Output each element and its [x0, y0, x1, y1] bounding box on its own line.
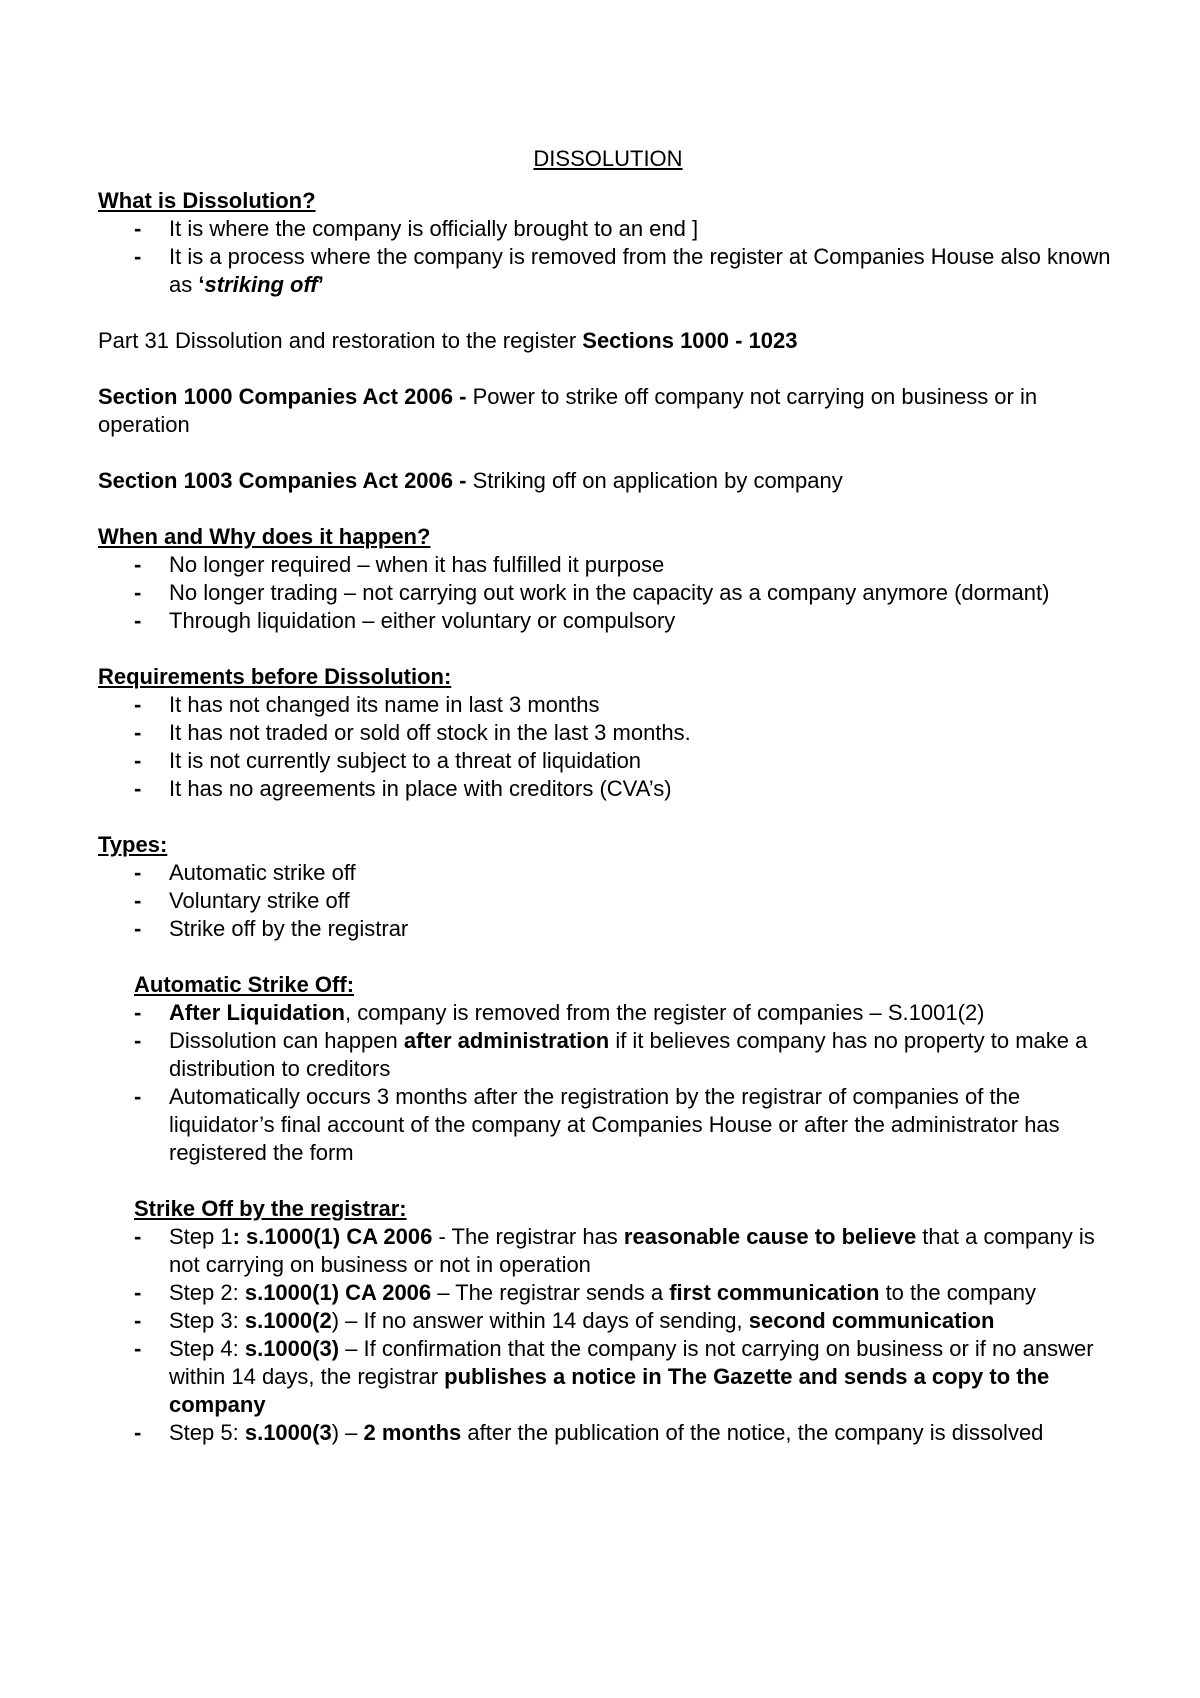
part-31-paragraph: Part 31 Dissolution and restoration to the register Sections 1000 - 1023 — [98, 328, 798, 353]
step-3: - Step 3: s.1000(2) – If no answer within 14 days of sending, second communication — [169, 1307, 1118, 1335]
step-2: - Step 2: s.1000(1) CA 2006 – The registrar sends a first communication to the company — [169, 1279, 1118, 1307]
types-list — [98, 859, 1118, 943]
list-item: - It has no agreements in place with creditors (CVA’s) — [169, 775, 1118, 803]
list-item: - It is not currently subject to a threat of liquidation — [169, 747, 1118, 775]
heading-automatic-strike-off: Automatic Strike Off: — [134, 972, 355, 997]
list-item: - It is a process where the company is removed from the register at Companies House also known as ‘striking off’ — [169, 243, 1118, 299]
step-4: - Step 4: s.1000(3) – If confirmation that the company is not carrying on business or if no answer within 14 days, the registrar publishes a notice in The Gazette and sends a copy to the company — [169, 1335, 1118, 1419]
heading-what-is-dissolution: What is Dissolution? — [98, 188, 316, 213]
list-item: - No longer required – when it has fulfilled it purpose — [169, 551, 1118, 579]
registrar-steps-list — [98, 1223, 1118, 1447]
list-item: - No longer trading – not carrying out work in the capacity as a company anymore (dormant) — [169, 579, 1118, 607]
automatic-list — [98, 999, 1118, 1167]
section-1000-paragraph: Section 1000 Companies Act 2006 - Power to strike off company not carrying on business or in operation — [98, 384, 1038, 437]
page-title: DISSOLUTION — [533, 146, 683, 171]
striking-off-term: striking off — [204, 272, 318, 297]
list-item: - It is where the company is officially brought to an end ] — [169, 215, 1118, 243]
list-item: - Strike off by the registrar — [169, 915, 1118, 943]
requirements-list — [98, 691, 1118, 803]
list-item: - Automatic strike off — [169, 859, 1118, 887]
list-item: - It has not changed its name in last 3 months — [169, 691, 1118, 719]
list-item: - Dissolution can happen after administration if it believes company has no property to make a distribution to creditors — [169, 1027, 1118, 1083]
step-5: - Step 5: s.1000(3) – 2 months after the publication of the notice, the company is dissolved — [169, 1419, 1118, 1447]
list-item: - It has not traded or sold off stock in the last 3 months. — [169, 719, 1118, 747]
list-item: - After Liquidation, company is removed from the register of companies – S.1001(2) — [169, 999, 1118, 1027]
heading-types: Types: — [98, 832, 168, 857]
list-item: - Automatically occurs 3 months after the registration by the registrar of companies of the liquidator’s final account of the company at Companies House or after the administrator has registered the form — [169, 1083, 1118, 1167]
heading-strike-off-registrar: Strike Off by the registrar: — [134, 1196, 407, 1221]
heading-when-why: When and Why does it happen? — [98, 524, 431, 549]
document-content — [98, 145, 1118, 1447]
step-1: - Step 1: s.1000(1) CA 2006 - The registrar has reasonable cause to believe that a company is not carrying on business or not in operation — [169, 1223, 1118, 1279]
list-item: - Voluntary strike off — [169, 887, 1118, 915]
section-1003-paragraph: Section 1003 Companies Act 2006 - Striking off on application by company — [98, 468, 843, 493]
list-item: - Through liquidation – either voluntary or compulsory — [169, 607, 1118, 635]
heading-requirements: Requirements before Dissolution: — [98, 664, 452, 689]
when-list — [98, 551, 1118, 635]
what-list — [98, 215, 1118, 299]
